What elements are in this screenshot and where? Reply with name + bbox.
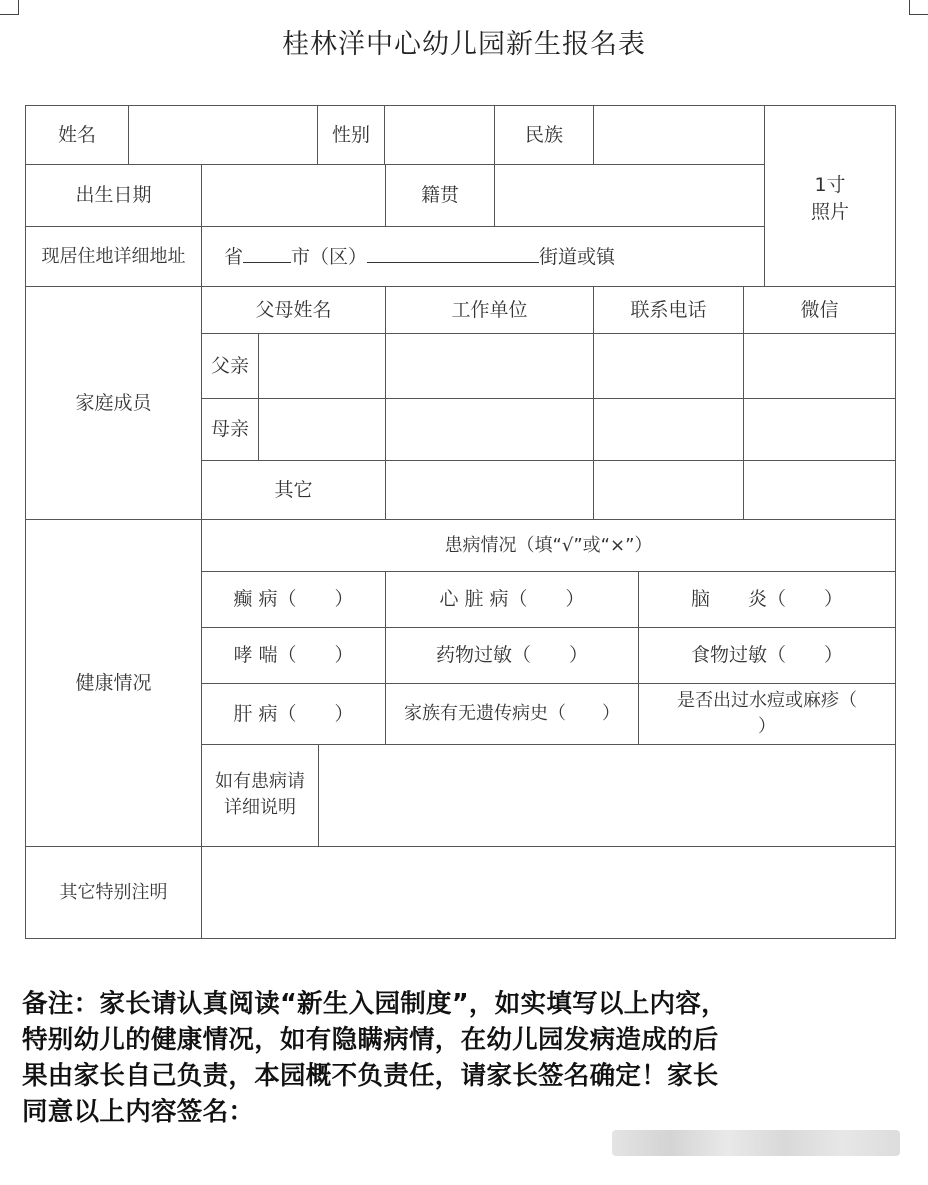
- father-name-field[interactable]: [258, 333, 386, 399]
- blurred-watermark: [612, 1130, 900, 1156]
- family-section-label: 家庭成员: [25, 286, 202, 520]
- address-city: 市（区）: [291, 246, 368, 268]
- gender-label: 性别: [317, 105, 385, 165]
- father-wechat-field[interactable]: [743, 333, 896, 399]
- mother-name-field[interactable]: [258, 398, 386, 461]
- family-header-wechat: 微信: [743, 286, 896, 334]
- other-notes-label: 其它特别注明: [25, 846, 202, 939]
- address-field[interactable]: [201, 226, 765, 287]
- remarks-line-4: 同意以上内容签名：: [22, 1097, 255, 1127]
- name-field[interactable]: [128, 105, 318, 165]
- remarks-line-2: 特别幼儿的健康情况，如有隐瞒病情，在幼儿园发病造成的后: [22, 1025, 719, 1055]
- varicella-measles-item[interactable]: 是否出过水痘或麻疹（ ）: [638, 683, 896, 745]
- ethnicity-label: 民族: [494, 105, 594, 165]
- other-member-label: 其它: [201, 460, 386, 520]
- liver-disease-item[interactable]: 肝 病（ ）: [201, 683, 386, 745]
- photo-box[interactable]: [764, 105, 896, 287]
- city-blank[interactable]: [367, 248, 539, 263]
- photo-text: 照片: [810, 201, 849, 223]
- illness-header: 患病情况（填“√”或“×”）: [201, 519, 896, 572]
- other-work-field[interactable]: [385, 460, 594, 520]
- gender-field[interactable]: [384, 105, 495, 165]
- name-label: 姓名: [25, 105, 129, 165]
- encephalitis-item[interactable]: 脑 炎（ ）: [638, 571, 896, 628]
- native-place-field[interactable]: [494, 164, 765, 227]
- other-wechat-field[interactable]: [743, 460, 896, 520]
- remarks-line-1: 备注：家长请认真阅读“新生入园制度”，如实填写以上内容，: [22, 989, 727, 1019]
- address-label: 现居住地详细地址: [25, 226, 202, 287]
- remarks-line-3: 果由家长自己负责，本园概不负责任，请家长签名确定！家长: [22, 1061, 719, 1091]
- remarks-paragraph: [22, 986, 902, 1130]
- health-section-label: 健康情况: [25, 519, 202, 847]
- family-header-phone: 联系电话: [593, 286, 744, 334]
- family-header-parent-name: 父母姓名: [201, 286, 386, 334]
- epilepsy-item[interactable]: 癫 病（ ）: [201, 571, 386, 628]
- hereditary-disease-item[interactable]: 家族有无遗传病史（ ）: [385, 683, 639, 745]
- family-header-work-unit: 工作单位: [385, 286, 594, 334]
- asthma-item[interactable]: 哮 喘（ ）: [201, 627, 386, 684]
- heart-disease-item[interactable]: 心 脏 病（ ）: [385, 571, 639, 628]
- illness-detail-field[interactable]: [318, 744, 896, 847]
- ethnicity-field[interactable]: [593, 105, 765, 165]
- father-work-field[interactable]: [385, 333, 594, 399]
- photo-size-text: 1寸: [814, 174, 846, 196]
- mother-wechat-field[interactable]: [743, 398, 896, 461]
- mother-label: 母亲: [201, 398, 259, 461]
- father-phone-field[interactable]: [593, 333, 744, 399]
- address-province: 省: [224, 246, 244, 268]
- address-street: 街道或镇: [539, 246, 616, 268]
- other-phone-field[interactable]: [593, 460, 744, 520]
- father-label: 父亲: [201, 333, 259, 399]
- crop-mark-top-right: [909, 0, 928, 15]
- form-title: 桂林洋中心幼儿园新生报名表: [282, 29, 646, 60]
- birth-date-label: 出生日期: [25, 164, 202, 227]
- food-allergy-item[interactable]: 食物过敏（ ）: [638, 627, 896, 684]
- mother-work-field[interactable]: [385, 398, 594, 461]
- native-place-label: 籍贯: [385, 164, 495, 227]
- birth-date-field[interactable]: [201, 164, 386, 227]
- other-notes-field[interactable]: [201, 846, 896, 939]
- illness-detail-label: 如有患病请 详细说明: [201, 744, 319, 847]
- mother-phone-field[interactable]: [593, 398, 744, 461]
- province-blank[interactable]: [243, 248, 291, 263]
- drug-allergy-item[interactable]: 药物过敏（ ）: [385, 627, 639, 684]
- crop-mark-top-left: [0, 0, 19, 15]
